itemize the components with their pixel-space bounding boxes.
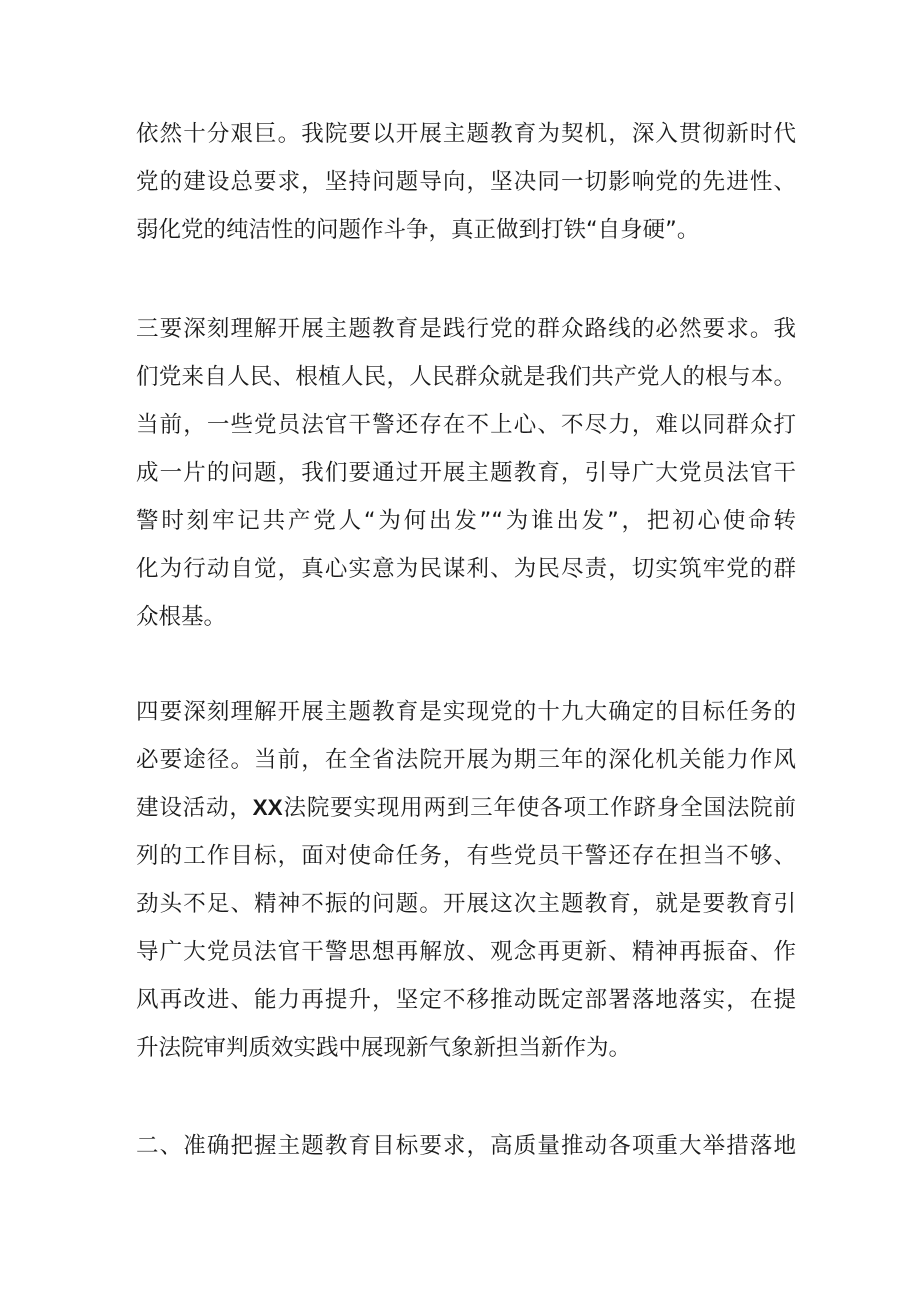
- paragraph-3-line-5: 劲头不足、精神不振的问题。开展这次主题教育，就是要教育引: [136, 891, 796, 917]
- paragraph-3-line-4: 列的工作目标，面对使命任务，有些党员干警还存在担当不够、: [136, 843, 796, 869]
- paragraph-3-line-6: 导广大党员法官干警思想再解放、观念再更新、精神再振奋、作: [136, 939, 796, 965]
- paragraph-2-line-3: 当前，一些党员法官干警还存在不上心、不尽力，难以同群众打: [136, 412, 796, 438]
- paragraph-2-line-7: 众根基。: [136, 604, 227, 630]
- paragraph-2-line-5: 警时刻牢记共产党人“为何出发”“为谁出发”，把初心使命转: [136, 508, 796, 534]
- paragraph-1-line-1: 依然十分艰巨。我院要以开展主题教育为契机，深入贯彻新时代: [136, 121, 796, 147]
- paragraph-3-line-1: 四要深刻理解开展主题教育是实现党的十九大确定的目标任务的: [136, 699, 796, 725]
- placeholder-court-name: XX: [252, 795, 283, 820]
- paragraph-1-line-3: 弱化党的纯洁性的问题作斗争，真正做到打铁“自身硬”。: [136, 217, 700, 243]
- paragraph-3-line-8: 升法院审判质效实践中展现新气象新担当新作为。: [136, 1035, 632, 1061]
- paragraph-2-line-6: 化为行动自觉，真心实意为民谋利、为民尽责，切实筑牢党的群: [136, 556, 796, 582]
- section-heading: 二、准确把握主题教育目标要求，高质量推动各项重大举措落地: [136, 1133, 796, 1159]
- paragraph-1-line-2: 党的建设总要求，坚持问题导向，坚决同一切影响党的先进性、: [136, 169, 796, 195]
- paragraph-2-line-2: 们党来自人民、根植人民，人民群众就是我们共产党人的根与本。: [136, 364, 796, 390]
- paragraph-2-line-4: 成一片的问题，我们要通过开展主题教育，引导广大党员法官干: [136, 460, 796, 486]
- paragraph-3-line-3-lead: 建设活动，: [136, 795, 253, 821]
- paragraph-3-line-7: 风再改进、能力再提升，坚定不移推动既定部署落地落实，在提: [136, 987, 796, 1013]
- paragraph-2-line-1: 三要深刻理解开展主题教育是践行党的群众路线的必然要求。我: [136, 316, 796, 342]
- paragraph-3-line-3-rest: 法院要实现用两到三年使各项工作跻身全国法院前: [282, 795, 796, 821]
- paragraph-3-line-3: [136, 792, 796, 824]
- paragraph-3-line-2: 必要途径。当前，在全省法院开展为期三年的深化机关能力作风: [136, 747, 796, 773]
